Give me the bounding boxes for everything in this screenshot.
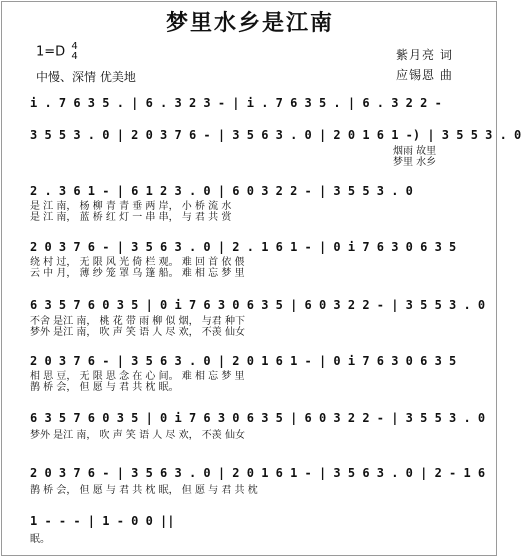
notation-row: 2 . 3 6 1 - | 6 1 2 3 . 0 | 6 0 3 2 2 - | 3 5 5 3 . 0 <box>30 184 413 198</box>
lyric-line: 梦里 水乡 <box>393 157 437 168</box>
song-title: 梦里水乡是江南 <box>165 11 334 36</box>
notation-row: 2 0 3 7 6 - | 3 5 6 3 . 0 | 2 . 1 6 1 - | 0 i 7 6 3 0 6 3 5 <box>30 240 457 254</box>
tempo-marking: 中慢、深情 优美地 <box>36 70 136 84</box>
notation-row: 2 0 3 7 6 - | 3 5 6 3 . 0 | 2 0 1 6 1 - | 3 5 6 3 . 0 | 2 - 1 6 <box>30 466 486 480</box>
lyric-line: 烟雨 故里 <box>393 146 437 157</box>
lyric-line: 鹊 桥 会， 但 愿 与 君 共 枕 眠， 但 愿 与 君 共 枕 <box>30 485 258 496</box>
lyric-line: 梦外 是江 南， 吹 声 笑 语 人 尽 欢， 不羡 仙女 <box>30 327 245 338</box>
time-numerator: 4 <box>71 41 78 52</box>
lyric-line: 相 思 豆， 无 限 思 念 在 心 间。 难 相 忘 梦 里 <box>30 371 245 382</box>
time-denominator: 4 <box>71 51 78 62</box>
notation-row: 3 5 5 3 . 0 | 2 0 3 7 6 - | 3 5 6 3 . 0 | 2 0 1 6 1 -) | 3 5 5 3 . 0 <box>30 128 521 142</box>
lyricist-credit: 紫月亮 词 <box>396 48 453 62</box>
lyric-line: 绕 村 过， 无 限 风 光 倚 栏 观。 难 回 首 依 偎 <box>30 257 245 268</box>
lyric-line: 鹊 桥 会， 但 愿 与 君 共 枕 眠。 <box>30 382 179 393</box>
notation-row: i . 7 6 3 5 . | 6 . 3 2 3 - | i . 7 6 3 5 . | 6 . 3 2 2 - <box>30 96 442 110</box>
lyric-line: 不舍 是江 南， 桃 花 带 雨 柳 似 烟， 与君 种下 <box>30 316 245 327</box>
lyric-line: 云 中 月， 薄 纱 笼 罩 乌 篷 船。 难 相 忘 梦 里 <box>30 268 245 279</box>
time-signature <box>71 42 77 62</box>
notation-row: 2 0 3 7 6 - | 3 5 6 3 . 0 | 2 0 1 6 1 - | 0 i 7 6 3 0 6 3 5 <box>30 354 457 368</box>
composer-credit: 应锡恩 曲 <box>396 68 453 82</box>
notation-row: 6 3 5 7 6 0 3 5 | 0 i 7 6 3 0 6 3 5 | 6 0 3 2 2 - | 3 5 5 3 . 0 <box>30 298 486 312</box>
lyric-line: 眠。 <box>30 534 50 545</box>
lyric-line: 是 江 南， 杨 柳 青 青 垂 两 岸， 小 桥 流 水 <box>30 201 232 212</box>
key-label: 1=D <box>36 44 66 60</box>
notation-row: 6 3 5 7 6 0 3 5 | 0 i 7 6 3 0 6 3 5 | 6 0 3 2 2 - | 3 5 5 3 . 0 <box>30 411 486 425</box>
notation-row: 1 - - - | 1 - 0 0 || <box>30 514 175 528</box>
lyric-line: 梦外 是江 南， 吹 声 笑 语 人 尽 欢， 不羡 仙女 <box>30 430 245 441</box>
key-signature <box>36 42 78 62</box>
lyric-line: 是 江 南， 蓝 桥 红 灯 一 串 串， 与 君 共 赏 <box>30 212 232 223</box>
